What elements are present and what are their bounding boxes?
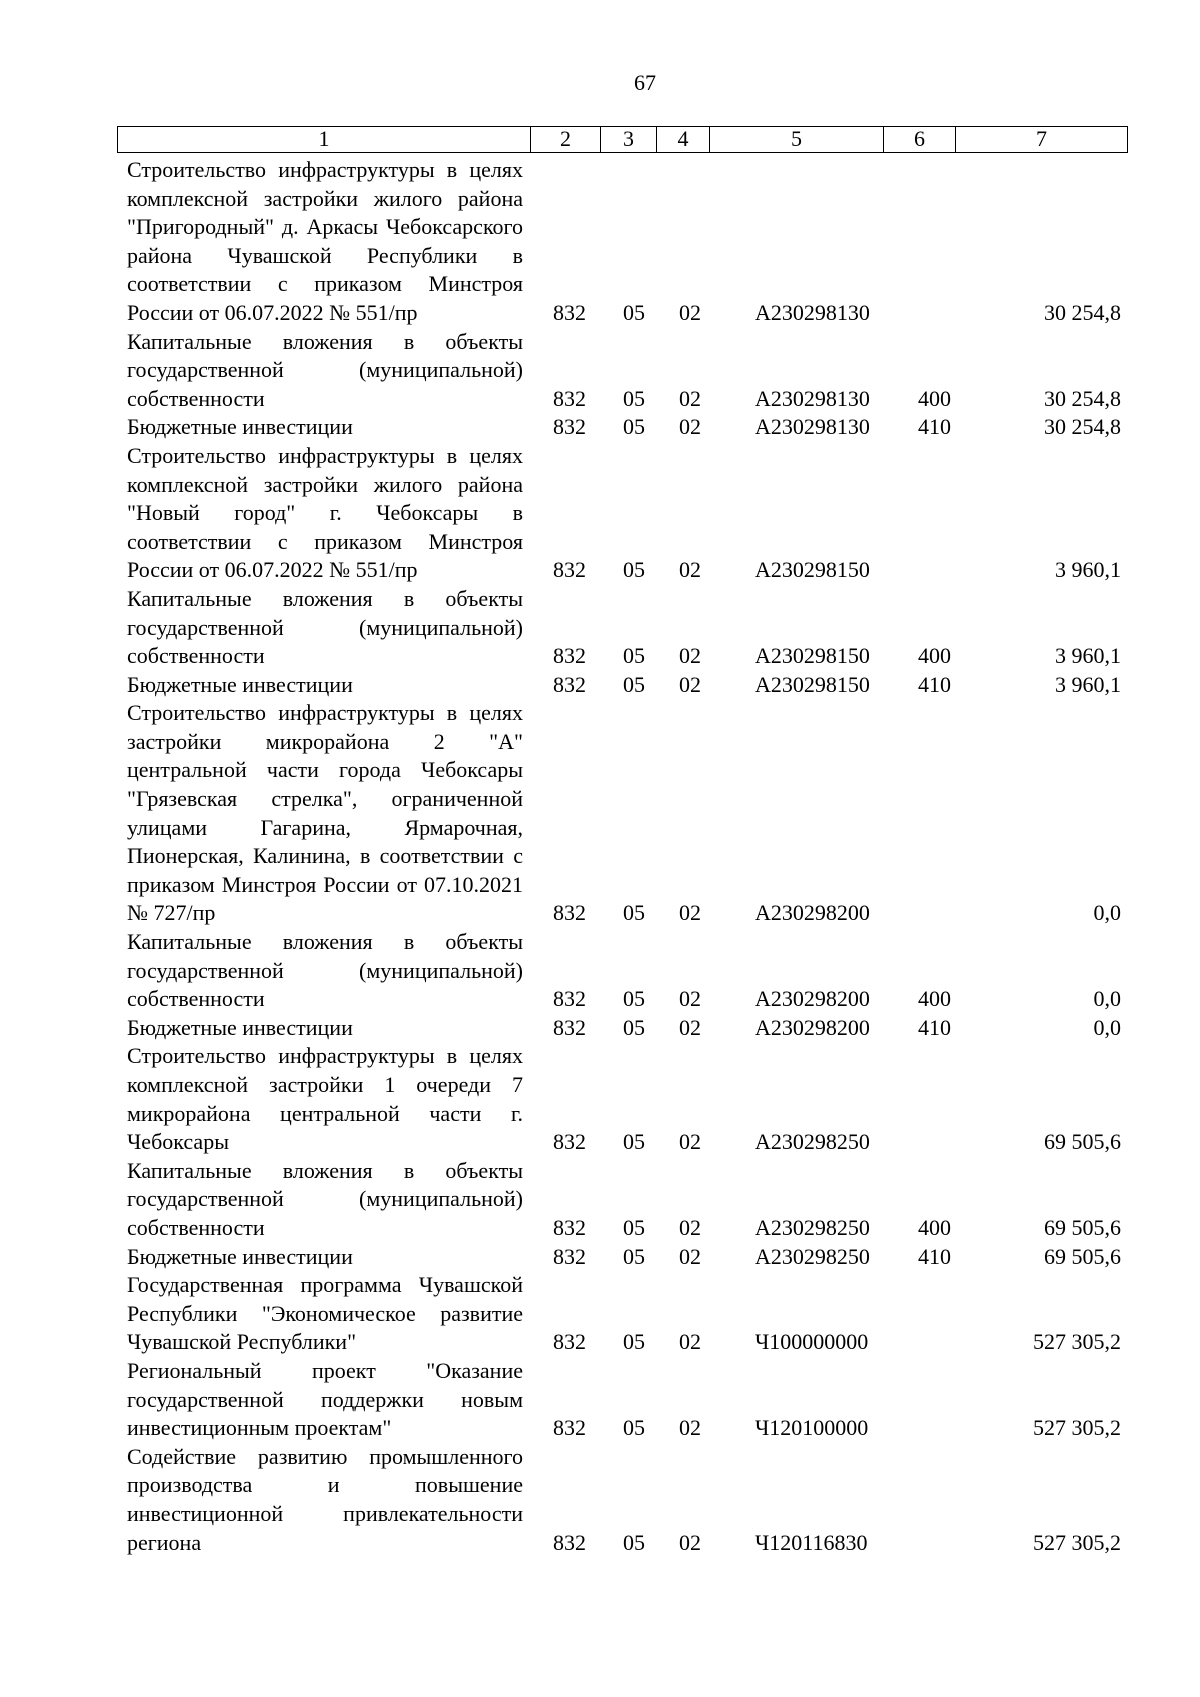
row-col-7: 527 305,2 xyxy=(1033,1329,1121,1355)
row-col-3: 05 xyxy=(623,1014,645,1040)
row-col-4: 02 xyxy=(679,1214,701,1240)
table-row xyxy=(127,1271,1137,1357)
row-col-4: 02 xyxy=(679,1129,701,1155)
row-col-7: 3 960,1 xyxy=(1055,557,1121,583)
row-col-2: 832 xyxy=(553,299,586,325)
row-col-5: А230298200 xyxy=(755,900,870,926)
table-row xyxy=(127,442,1137,585)
row-col-6: 400 xyxy=(918,643,951,669)
row-col-2: 832 xyxy=(553,986,586,1012)
row-col-2: 832 xyxy=(553,385,586,411)
row-col-7: 69 505,6 xyxy=(1044,1129,1121,1155)
row-name: Строительство инфраструктуры в целях комплексной застройки жилого района "Пригородный" д. Аркасы Чебоксарского района Чувашской Республики в соответствии с приказом Минстроя России от 06.07.2022 № 551/пр xyxy=(127,157,523,325)
row-col-7: 30 254,8 xyxy=(1044,299,1121,325)
row-col-7: 69 505,6 xyxy=(1044,1243,1121,1269)
row-col-3: 05 xyxy=(623,1329,645,1355)
row-name: Капитальные вложения в объекты государственной (муниципальной) собственности xyxy=(127,585,523,669)
row-col-4: 02 xyxy=(679,557,701,583)
header-col-6: 6 xyxy=(884,127,956,152)
row-col-3: 05 xyxy=(623,1415,645,1441)
table-row xyxy=(127,413,1137,442)
row-col-5: А230298130 xyxy=(755,385,870,411)
row-col-6: 400 xyxy=(918,986,951,1012)
row-col-6: 410 xyxy=(918,414,951,440)
row-col-4: 02 xyxy=(679,986,701,1012)
row-col-6: 400 xyxy=(918,1214,951,1240)
header-col-5: 5 xyxy=(710,127,884,152)
row-col-3: 05 xyxy=(623,1243,645,1269)
row-col-4: 02 xyxy=(679,1415,701,1441)
row-col-2: 832 xyxy=(553,1329,586,1355)
row-col-5: А230298200 xyxy=(755,986,870,1012)
table-body xyxy=(127,156,1137,1557)
row-col-6: 410 xyxy=(918,1014,951,1040)
row-col-5: А230298150 xyxy=(755,671,870,697)
row-col-5: А230298130 xyxy=(755,414,870,440)
row-col-3: 05 xyxy=(623,643,645,669)
row-col-3: 05 xyxy=(623,385,645,411)
row-col-4: 02 xyxy=(679,900,701,926)
row-name: Капитальные вложения в объекты государственной (муниципальной) собственности xyxy=(127,929,523,1012)
row-col-5: А230298250 xyxy=(755,1129,870,1155)
row-col-6: 410 xyxy=(918,1243,951,1269)
row-col-4: 02 xyxy=(679,299,701,325)
row-col-4: 02 xyxy=(679,671,701,697)
row-col-2: 832 xyxy=(553,671,586,697)
row-col-3: 05 xyxy=(623,900,645,926)
row-col-3: 05 xyxy=(623,557,645,583)
row-col-7: 0,0 xyxy=(1093,986,1121,1012)
table-row xyxy=(127,1014,1137,1043)
header-col-3: 3 xyxy=(601,127,657,152)
row-col-3: 05 xyxy=(623,1529,645,1555)
row-col-5: Ч120116830 xyxy=(755,1529,868,1555)
row-name: Строительство инфраструктуры в целях комплексной застройки 1 очереди 7 микрорайона центральной части г. Чебоксары xyxy=(127,1043,523,1155)
row-col-3: 05 xyxy=(623,671,645,697)
row-col-6: 410 xyxy=(918,671,951,697)
table-row xyxy=(127,1042,1137,1156)
row-col-5: А230298200 xyxy=(755,1014,870,1040)
row-name: Региональный проект "Оказание государственной поддержки новым инвестиционным проектам" xyxy=(127,1357,523,1441)
row-col-2: 832 xyxy=(553,557,586,583)
row-col-2: 832 xyxy=(553,643,586,669)
row-col-7: 0,0 xyxy=(1093,900,1121,926)
row-name: Капитальные вложения в объекты государственной (муниципальной) собственности xyxy=(127,1157,523,1240)
row-col-4: 02 xyxy=(679,1014,701,1040)
row-col-3: 05 xyxy=(623,414,645,440)
table-row xyxy=(127,328,1137,414)
table-row xyxy=(127,1443,1137,1557)
row-col-2: 832 xyxy=(553,900,586,926)
table-row xyxy=(127,1243,1137,1272)
row-col-5: Ч120100000 xyxy=(755,1415,869,1441)
table-row xyxy=(127,671,1137,700)
table-row xyxy=(127,928,1137,1014)
row-col-2: 832 xyxy=(553,1415,586,1441)
row-col-3: 05 xyxy=(623,299,645,325)
row-name: Строительство инфраструктуры в целях застройки микрорайона 2 "А" центральной части города Чебоксары "Грязевская стрелка", ограниченной улицами Гагарина, Ярмарочная, Пионерская, Калинина, в соответствии с приказом Минстроя России от 07.10.2021 № 727/пр xyxy=(127,700,523,926)
row-name: Бюджетные инвестиции xyxy=(127,414,353,440)
row-col-7: 3 960,1 xyxy=(1055,671,1121,697)
row-col-2: 832 xyxy=(553,1129,586,1155)
row-col-7: 69 505,6 xyxy=(1044,1214,1121,1240)
row-col-5: А230298150 xyxy=(755,557,870,583)
row-name: Государственная программа Чувашской Республики "Экономическое развитие Чувашской Республики" xyxy=(127,1272,523,1355)
row-col-7: 30 254,8 xyxy=(1044,414,1121,440)
row-col-2: 832 xyxy=(553,1014,586,1040)
row-name: Бюджетные инвестиции xyxy=(127,671,353,697)
header-col-4: 4 xyxy=(657,127,710,152)
row-col-4: 02 xyxy=(679,1529,701,1555)
table-row xyxy=(127,1157,1137,1243)
row-name: Капитальные вложения в объекты государственной (муниципальной) собственности xyxy=(127,328,523,411)
row-col-7: 3 960,1 xyxy=(1055,643,1121,669)
row-col-3: 05 xyxy=(623,1129,645,1155)
row-col-4: 02 xyxy=(679,643,701,669)
row-col-2: 832 xyxy=(553,1529,586,1555)
row-col-3: 05 xyxy=(623,1214,645,1240)
row-col-5: А230298250 xyxy=(755,1243,870,1269)
row-col-7: 0,0 xyxy=(1093,1014,1121,1040)
row-col-5: А230298250 xyxy=(755,1214,870,1240)
table-header xyxy=(117,126,1128,153)
table-row xyxy=(127,1357,1137,1443)
row-name: Бюджетные инвестиции xyxy=(127,1243,353,1269)
row-name: Строительство инфраструктуры в целях комплексной застройки жилого района "Новый город" г. Чебоксары в соответствии с приказом Минстроя России от 06.07.2022 № 551/пр xyxy=(127,442,523,583)
row-col-7: 527 305,2 xyxy=(1033,1415,1121,1441)
header-col-2: 2 xyxy=(531,127,601,152)
header-col-1: 1 xyxy=(118,127,531,152)
table-row xyxy=(127,585,1137,671)
table-row xyxy=(127,156,1137,328)
row-name: Бюджетные инвестиции xyxy=(127,1014,353,1040)
row-col-2: 832 xyxy=(553,414,586,440)
header-col-7: 7 xyxy=(956,127,1128,152)
page-number: 67 xyxy=(634,70,656,95)
row-col-5: А230298130 xyxy=(755,299,870,325)
table-row xyxy=(127,699,1137,928)
row-col-5: А230298150 xyxy=(755,643,870,669)
row-col-7: 30 254,8 xyxy=(1044,385,1121,411)
row-col-4: 02 xyxy=(679,1329,701,1355)
row-col-5: Ч100000000 xyxy=(755,1329,869,1355)
row-col-3: 05 xyxy=(623,986,645,1012)
row-col-7: 527 305,2 xyxy=(1033,1529,1121,1555)
row-col-4: 02 xyxy=(679,1243,701,1269)
row-col-6: 400 xyxy=(918,385,951,411)
row-col-2: 832 xyxy=(553,1214,586,1240)
row-col-2: 832 xyxy=(553,1243,586,1269)
row-name: Содействие развитию промышленного производства и повышение инвестиционной привлекательности региона xyxy=(127,1443,523,1555)
row-col-4: 02 xyxy=(679,414,701,440)
row-col-4: 02 xyxy=(679,385,701,411)
